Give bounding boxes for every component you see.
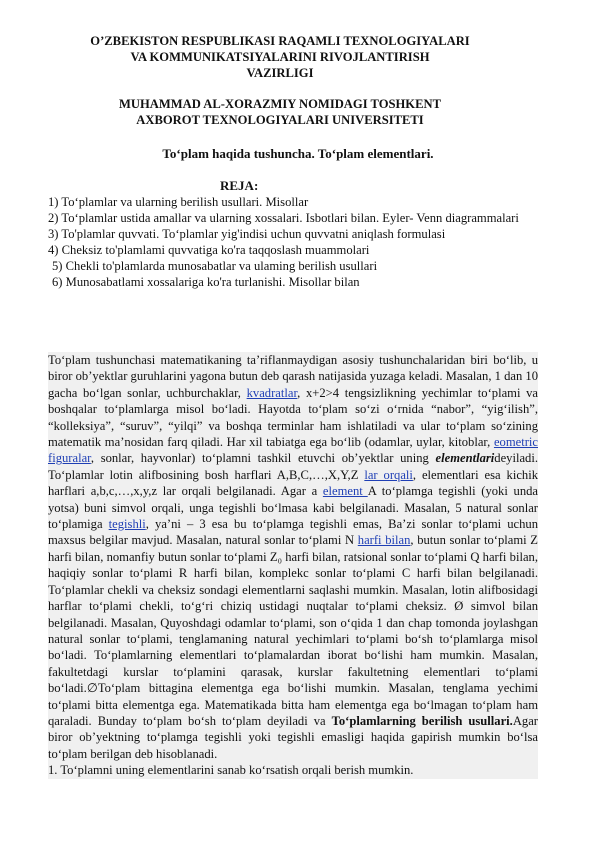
emphasis-elementlari: elementlari (435, 451, 495, 466)
plan-list (48, 194, 538, 290)
ministry-line-3: VAZIRLIGI (246, 66, 314, 80)
text-run: deyiladi. To‘plamlar lotin alifbosining bosh harflari A,B,C,…,X,Y,Z (48, 451, 538, 482)
text-run: A to‘plamga tegishli (yoki unda yotsa) buni simvol orqali, unga tegishli bo‘lmasa kabi belgilanadi. Masalan, 5 natural sonlar to‘plamiga (48, 484, 539, 532)
plan-title: REJA: (220, 178, 259, 193)
text-run: , elementlari esa kichik harflari a,b,c,…,x,y,z lar orqali belgilanadi. Agar a (48, 467, 539, 499)
text-run: , ya’ni – 3 esa bu to‘plamga tegishli emas, Ba’zi sonlar to‘plami uchun maxsus belgilar mavjud. Masalan, natural sonlar to‘plami N (48, 517, 538, 548)
text-run: , x+2>4 tengsizlikning yechimlar to‘plami va boshqalar to‘plamlarga misol bo‘ladi. Hayotda to‘plam so‘zi o‘rnida “nabor”, “yig‘ilish”, “kolleksiya”, “suruv”, “yilqi” va boshqa terminlar ham ishlatiladi va ular to‘plam so‘zining matematik ma’nosidan farq qiladi. Har xil tabiatga ega bo‘lib (odamlar, uylar, kitoblar, (48, 385, 539, 450)
plan-item: 3) To'plamlar quvvati. To‘plamlar yig'indisi uchun quvvatni aniqlash formulasi (48, 227, 446, 241)
ministry-line-2: VA KOMMUNIKATSIYALARINI RIVOJLANTIRISH (130, 50, 430, 64)
university-line-1: MUHAMMAD AL-XORAZMIY NOMIDAGI TOSHKENT (119, 97, 441, 111)
university-heading (40, 96, 520, 128)
plan-item: 5) Chekli to'plamlarda munosabatlar va ulaming berilish usullari (52, 259, 378, 273)
university-line-2: AXBOROT TEXNOLOGIYALARI UNIVERSITETI (136, 113, 424, 127)
ministry-heading (40, 33, 520, 81)
body-text (48, 352, 538, 779)
plan-item: 6) Munosabatlami xossalariga ko'ra turlanishi. Misollar bilan (52, 275, 360, 289)
link-element[interactable]: element (322, 484, 368, 499)
link-harfi-bilan[interactable]: harfi bilan (357, 533, 411, 548)
text-run: Agar biror ob’yektning to‘plamga tegishli yoki tegishli emasligi haqida gapirish mumkin bo‘lsa to‘plam berilgan deb hisoblanadi. (48, 713, 538, 761)
text-run: To‘plam tushunchasi matematikaning ta’riflanmaydigan asosiy tushunchalaridan biri bo‘lib, u biror ob’yektlar guruhlarini yagona butun deb qarash natijasida yuzaga keladi. Masalan, 1 dan 10 gacha bo‘lgan sonlar, uchburchaklar, (48, 353, 538, 400)
plan-item: 4) Cheksiz to'plamlami quvvatiga ko'ra taqqoslash muammolari (48, 243, 370, 257)
topic-title: To‘plam haqida tushuncha. To‘plam elementlari. (162, 146, 434, 161)
body-paragraph-2: 1. To‘plamni uning elementlarini sanab ko‘rsatish orqali berish mumkin. (48, 763, 414, 778)
link-kvadratlar[interactable]: kvadratlar (246, 385, 298, 400)
plan-item: 1) To‘plamlar va ularning berilish usullari. Misollar (48, 195, 309, 209)
link-lar-orqali[interactable]: lar orqali (364, 467, 413, 482)
body-paragraph-1 (48, 352, 538, 762)
plan-item: 2) To‘plamlar ustida amallar va ularning xossalari. Isbotlari bilan. Eyler- Venn diagrammalari (48, 211, 519, 225)
ministry-line-1: O’ZBEKISTON RESPUBLIKASI RAQAMLI TEXNOLOGIYALARI (90, 34, 470, 48)
link-tegishli[interactable]: tegishli (108, 517, 146, 532)
text-run: , butun sonlar to‘plami Z harfi bilan, nomanfiy butun sonlar to‘plami Z₀ harfi bilan, ratsional sonlar to‘plami Q harfi bilan, haqiqiy sonlar to‘plami R harfi bilan, komplekc sonlar to‘plami C harfi bilan belgilanadi. To‘plamlar chekli va cheksiz sondagi elementlarni saqlashi mumkin. Masalan, lotin alifbosidagi harflar to‘plami chekli, to‘g‘ri chiziq ustidagi nuqtalar to‘plami cheksiz. Ø simvol bilan belgilanadi. Masalan, Quyoshdagi odamlar to‘plami, son o‘qida 1 dan chap tomonda joylashgan natural sonlar to‘plami, tenglamaning natural yechimlari to‘plami bo‘sh to‘plamlarga misol bo‘ladi. To‘plamlarning elementlari to‘plamalardan iborat bo‘lishi ham mumkin. Masalan, fakultetdagi kurslar to‘plamini qarasak, kurslar fakultetning elementlari to‘plami bo‘ladi. (48, 533, 538, 696)
empty-set-icon: ∅ (86, 681, 98, 696)
text-run: , sonlar, hayvonlar) to‘plamni tashkil etuvchi ob’yektlar uning (90, 451, 436, 466)
text-run: To‘plam bittagina elementga ega bo‘lishi mumkin. Masalan, tenglama yechimi to‘plami bitta elementga ega. Matematikada bitta ham elementga ega bo‘lmagan to‘plam ham qaraladi. Bunday to‘plam bo‘sh to‘plam deyiladi va (48, 681, 538, 728)
link-geometric-figuralar[interactable]: eometric figuralar (48, 435, 538, 466)
bold-berilish-usullari: To‘plamlarning berilish usullari. (331, 713, 513, 728)
